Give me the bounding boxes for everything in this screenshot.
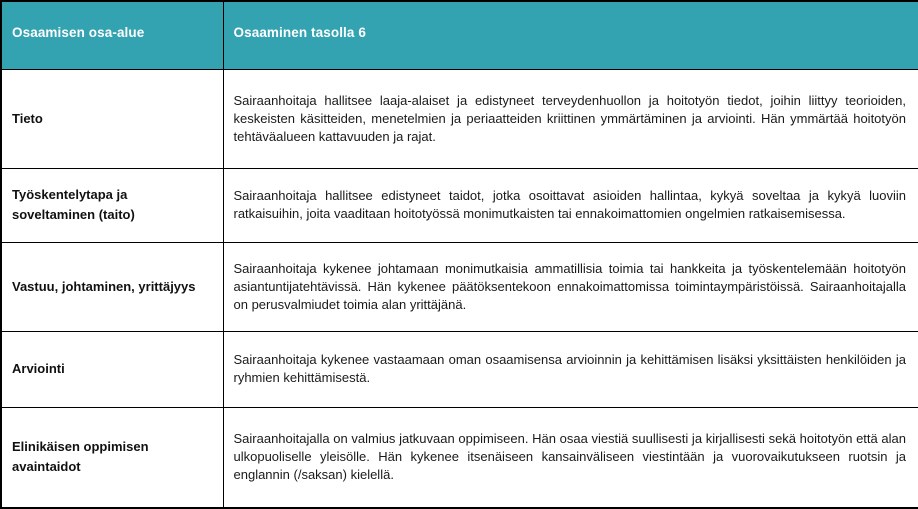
- header-cell-competence-area: Osaamisen osa-alue: [1, 1, 223, 69]
- description-arviointi: Sairaanhoitaja kykenee vastaamaan oman osaamisensa arvioinnin ja kehittämisen lisäksi yksittäisten henkilöiden ja ryhmien kehittämisestä.: [223, 331, 918, 407]
- area-label-arviointi: Arviointi: [1, 331, 223, 407]
- area-label-elinikainen-oppiminen: Elinikäisen oppimisen avaintaidot: [1, 407, 223, 508]
- table-row: [1, 331, 918, 407]
- description-elinikainen-oppiminen: Sairaanhoitajalla on valmius jatkuvaan oppimiseen. Hän osaa viestiä suullisesti ja kirjallisesti sekä hoitotyön että alan ulkopuoliselle yleisölle. Hän kykenee itsenäiseen kansainväliseen viestintään ja vuorovaikutukseen ruotsin ja englannin (/saksan) kielellä.: [223, 407, 918, 508]
- area-label-tieto: Tieto: [1, 69, 223, 168]
- table-row: [1, 242, 918, 331]
- table-header-row: [1, 1, 918, 69]
- table-row: [1, 69, 918, 168]
- description-tyoskentelytapa: Sairaanhoitaja hallitsee edistyneet taidot, jotka osoittavat asioiden hallintaa, kykyä soveltaa ja kykyä luoviin ratkaisuihin, joita vaaditaan hoitotyössä monimutkaisten tai ennakoimattomien ongelmien ratkaisemisessa.: [223, 168, 918, 242]
- header-cell-level-6: Osaaminen tasolla 6: [223, 1, 918, 69]
- table-row: [1, 407, 918, 508]
- area-label-tyoskentelytapa: Työskentelytapa ja soveltaminen (taito): [1, 168, 223, 242]
- table-row: [1, 168, 918, 242]
- area-label-vastuu: Vastuu, johtaminen, yrittäjyys: [1, 242, 223, 331]
- description-tieto: Sairaanhoitaja hallitsee laaja-alaiset ja edistyneet terveydenhuollon ja hoitotyön tiedot, joihin liittyy teorioiden, keskeisten käsitteiden, menetelmien ja periaatteiden kriittinen ymmärtäminen ja arviointi. Hän ymmärtää hoitotyön tehtäväalueen kattavuuden ja rajat.: [223, 69, 918, 168]
- description-vastuu: Sairaanhoitaja kykenee johtamaan monimutkaisia ammatillisia toimia tai hankkeita ja työskentelemään hoitotyön asiantuntijatehtävissä. Hän kykenee päätöksentekoon ennakoimattomissa toimintaympäristöissä. Sairaanhoitajalla on perusvalmiudet toimia alan yrittäjänä.: [223, 242, 918, 331]
